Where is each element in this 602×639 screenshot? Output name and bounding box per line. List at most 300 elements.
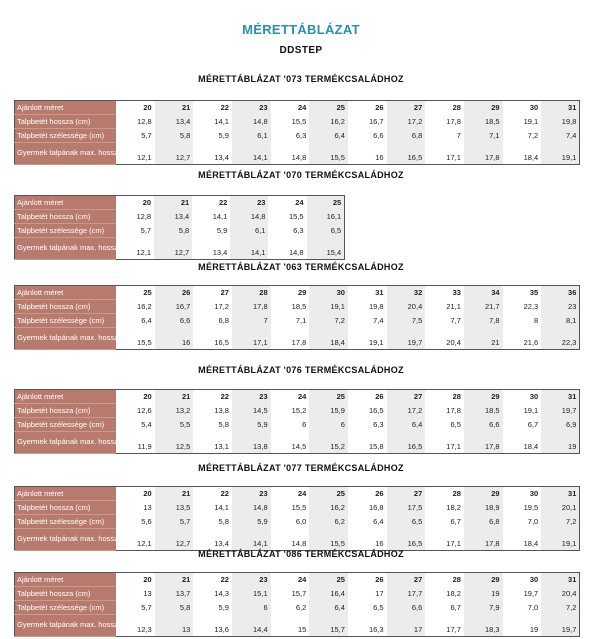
table-cell: 28 [452,392,461,402]
insole-length-row [15,404,580,418]
table-cell: 6,8 [387,129,426,143]
table-cell: 18,4 [523,538,539,548]
table-cell: 26 [375,103,384,113]
max-foot-length-row [15,143,580,165]
table-cell: 6,9 [541,418,580,432]
size-table [14,195,345,260]
table-cell: 7,4 [541,129,580,143]
table-cell: 13,4 [154,210,192,224]
table-cell: 15,7 [291,589,307,598]
table-cell: 18,9 [464,501,503,515]
table-cell: 8 [534,316,539,325]
table-cell: 22,3 [523,302,539,311]
table-cell: 17,2 [387,404,426,418]
table-cell: 5,7 [141,603,152,612]
table-cell: 15,9 [309,404,348,418]
table-cell: 22 [220,575,229,585]
table-cell: 31 [541,487,580,501]
table-cell: 24 [297,575,307,585]
table-cell: 25 [309,101,348,115]
table-cell: 15,5 [137,337,152,347]
table-cell: 21 [155,101,194,115]
row-label: Talpbetét szélessége (cm) [15,314,117,328]
table-cell: 6,5 [387,515,426,529]
table-cell: 28 [232,286,271,300]
size-row [15,101,580,115]
table-cell: 27 [220,288,229,298]
table-cell: 17,1 [446,441,461,451]
table-cell: 7 [456,131,461,140]
row-label: Ajánlott méret [15,390,117,404]
table-cell: 7,2 [527,131,539,140]
table-cell: 26 [375,489,384,499]
row-label: Talpbetét hossza (cm) [15,587,117,601]
table-cell: 23 [232,101,271,115]
table-cell: 12,6 [137,406,152,415]
table-cell: 6,2 [309,515,348,529]
table-cell: 19,7 [541,615,580,637]
table-cell: 7,2 [541,515,580,529]
size-row [15,196,345,210]
table-cell: 18,5 [464,404,503,418]
table-cell: 30 [529,489,539,499]
table-cell: 21,6 [523,337,539,347]
table-cell: 13,4 [212,247,228,257]
table-cell: 7,1 [464,129,503,143]
size-row [15,487,580,501]
row-label: Ajánlott méret [15,101,117,115]
table-cell: 19,7 [523,589,539,598]
table-cell: 14,5 [232,404,271,418]
table-cell: 6,7 [450,517,461,526]
table-cell: 6 [309,418,348,432]
table-cell: 18,2 [446,503,461,512]
table-cell: 6 [302,420,307,429]
table-title: MÉRETTÁBLÁZAT '063 TERMÉKCSALÁDHOZ [198,262,404,272]
table-cell: 7,4 [373,316,384,325]
table-cell: 21,7 [464,300,503,314]
table-cell: 17,1 [232,328,271,350]
table-cell: 5,9 [218,603,229,612]
table-cell: 5,4 [141,420,152,429]
table-cell: 19 [529,624,539,634]
table-cell: 21 [154,196,192,210]
table-cell: 21 [464,328,503,350]
table-cell: 31 [375,288,384,298]
max-foot-length-row [15,238,345,260]
table-cell: 17,2 [214,302,229,311]
table-cell: 25 [309,573,348,587]
row-label: Gyermek talpának max. hossza (cm) [15,238,117,260]
table-cell: 6,4 [309,129,348,143]
table-cell: 19 [464,587,503,601]
table-cell: 6,6 [464,418,503,432]
table-cell: 13,4 [214,152,229,162]
table-cell: 23 [232,390,271,404]
table-cell: 6,4 [309,601,348,615]
row-label: Gyermek talpának max. hossza (cm) [15,143,117,165]
table-cell: 31 [541,390,580,404]
table-cell: 6,5 [307,224,345,238]
table-cell: 23 [230,196,268,210]
table-cell: 30 [529,575,539,585]
insole-width-row [15,601,580,615]
table-cell: 28 [452,489,461,499]
size-row [15,573,580,587]
table-cell: 13 [143,503,152,512]
table-cell: 21 [155,390,194,404]
table-cell: 13,1 [214,441,229,451]
table-cell: 6,1 [230,224,268,238]
table-cell: 18,2 [446,589,461,598]
table-cell: 19,1 [523,117,539,126]
table-cell: 6 [232,601,271,615]
table-cell: 13,2 [155,404,194,418]
insole-length-row [15,587,580,601]
table-cell: 7 [232,314,271,328]
table-cell: 17,8 [464,432,503,454]
row-label: Ajánlott méret [15,286,117,300]
row-label: Talpbetét hossza (cm) [15,404,117,418]
table-cell: 17,7 [387,587,426,601]
page-title: MÉRETTÁBLÁZAT [242,22,360,37]
table-cell: 7,1 [295,316,307,325]
table-cell: 15,2 [291,406,307,415]
row-label: Gyermek talpának max. hossza (cm) [15,615,117,637]
table-cell: 30 [529,103,539,113]
table-cell: 14,8 [288,247,304,257]
table-cell: 6,3 [295,131,307,140]
max-foot-length-row [15,328,580,350]
max-foot-length-row [15,432,580,454]
table-cell: 15,5 [309,143,348,165]
table-cell: 20,1 [541,501,580,515]
table-cell: 20,4 [446,337,461,347]
table-cell: 17,5 [387,501,426,515]
table-cell: 6,4 [373,517,384,526]
insole-length-row [15,501,580,515]
table-cell: 18,4 [523,441,539,451]
size-table [14,285,580,350]
table-cell: 15,5 [309,529,348,551]
insole-width-row [15,224,345,238]
table-cell: 26 [375,392,384,402]
table-cell: 14,8 [232,115,271,129]
row-label: Gyermek talpának max. hossza (cm) [15,529,117,551]
row-label: Gyermek talpának max. hossza (cm) [15,432,117,454]
table-cell: 25 [307,196,345,210]
table-cell: 16,5 [387,432,426,454]
table-cell: 16 [375,152,384,162]
table-cell: 20 [143,489,152,499]
table-cell: 29 [464,390,503,404]
table-cell: 7,0 [527,603,539,612]
table-cell: 22 [218,198,228,208]
row-label: Talpbetét szélessége (cm) [15,224,117,238]
table-cell: 20,4 [541,587,580,601]
table-title: MÉRETTÁBLÁZAT '070 TERMÉKCSALÁDHOZ [198,170,404,180]
insole-width-row [15,515,580,529]
insole-length-row [15,300,580,314]
table-cell: 16 [375,538,384,548]
table-cell: 6,6 [387,601,426,615]
table-title: MÉRETTÁBLÁZAT '077 TERMÉKCSALÁDHOZ [198,463,404,473]
brand-name: DDSTEP [279,45,323,56]
table-cell: 17,8 [464,143,503,165]
table-cell: 17 [387,615,426,637]
table-cell: 25 [143,288,152,298]
table-cell: 16,2 [137,302,152,311]
table-cell: 23 [232,487,271,501]
table-cell: 17,1 [446,538,461,548]
table-cell: 26 [375,575,384,585]
table-cell: 5,9 [218,131,229,140]
row-label: Ajánlott méret [15,487,117,501]
table-cell: 14,1 [232,529,271,551]
table-cell: 20,4 [387,300,426,314]
table-cell: 25 [309,487,348,501]
table-cell: 14,8 [230,210,268,224]
table-title: MÉRETTÁBLÁZAT '073 TERMÉKCSALÁDHOZ [198,74,404,84]
table-cell: 15,5 [288,212,304,221]
table-cell: 23 [232,573,271,587]
table-cell: 5,8 [155,129,194,143]
table-cell: 7,8 [464,314,503,328]
table-cell: 6,0 [295,517,307,526]
table-cell: 12,1 [137,152,152,162]
table-cell: 22 [220,103,229,113]
table-cell: 16,5 [387,529,426,551]
table-cell: 22 [220,392,229,402]
table-cell: 27 [387,487,426,501]
table-cell: 13,6 [214,624,229,634]
insole-length-row [15,210,345,224]
table-cell: 18,5 [291,302,307,311]
table-cell: 19,1 [309,300,348,314]
table-cell: 20 [143,392,152,402]
table-cell: 15,8 [368,441,384,451]
size-table [14,389,580,454]
table-cell: 16,7 [368,117,384,126]
table-cell: 16,2 [309,115,348,129]
table-cell: 13,4 [155,115,194,129]
table-cell: 20 [142,198,152,208]
row-label: Talpbetét hossza (cm) [15,300,117,314]
table-cell: 6,4 [387,418,426,432]
table-cell: 29 [297,288,307,298]
table-cell: 24 [297,103,307,113]
table-cell: 14,8 [232,501,271,515]
table-cell: 11,9 [137,441,152,451]
table-cell: 13 [155,615,194,637]
table-cell: 13,8 [214,406,229,415]
row-label: Gyermek talpának max. hossza (cm) [15,328,117,350]
table-cell: 6,3 [293,226,304,235]
table-cell: 5,6 [141,517,152,526]
table-cell: 5,9 [216,226,228,235]
table-cell: 14,1 [232,143,271,165]
table-cell: 6,5 [373,603,384,612]
table-cell: 19,1 [368,337,384,347]
table-cell: 34 [464,286,503,300]
table-cell: 12,1 [137,538,152,548]
insole-width-row [15,129,580,143]
table-cell: 20 [143,575,152,585]
table-cell: 17,8 [446,117,461,126]
size-table [14,486,580,551]
table-cell: 22 [220,489,229,499]
table-cell: 16 [155,328,194,350]
table-cell: 13,5 [155,501,194,515]
row-label: Ajánlott méret [15,573,117,587]
table-cell: 19,8 [368,302,384,311]
table-cell: 17,8 [291,337,307,347]
table-cell: 25 [309,390,348,404]
row-label: Talpbetét szélessége (cm) [15,418,117,432]
table-cell: 16,2 [309,501,348,515]
table-cell: 28 [452,103,461,113]
table-cell: 14,1 [214,503,229,512]
table-cell: 14,8 [291,538,307,548]
insole-width-row [15,314,580,328]
table-cell: 18,3 [464,615,503,637]
table-cell: 16,1 [307,210,345,224]
table-cell: 6,7 [450,603,461,612]
size-table [14,572,580,637]
row-label: Talpbetét hossza (cm) [15,210,117,224]
table-cell: 24 [297,489,307,499]
table-cell: 19,5 [523,503,539,512]
row-label: Talpbetét hossza (cm) [15,115,117,129]
table-cell: 7,0 [527,517,539,526]
table-cell: 27 [387,573,426,587]
table-cell: 24 [297,392,307,402]
table-cell: 5,8 [155,601,194,615]
table-cell: 12,7 [154,238,192,260]
table-cell: 33 [452,288,461,298]
table-cell: 31 [541,573,580,587]
table-cell: 22,3 [541,328,580,350]
table-cell: 19 [541,432,580,454]
table-cell: 21 [155,573,194,587]
table-cell: 14,5 [291,441,307,451]
table-cell: 14,1 [212,212,228,221]
table-cell: 13,7 [155,587,194,601]
table-cell: 29 [464,487,503,501]
table-cell: 17 [375,589,384,598]
size-row [15,286,580,300]
size-table [14,100,580,165]
row-label: Ajánlott méret [15,196,117,210]
size-row [15,390,580,404]
table-cell: 20 [143,103,152,113]
table-cell: 13,8 [232,432,271,454]
table-cell: 15,7 [309,615,348,637]
table-cell: 6,5 [450,420,461,429]
table-cell: 18,4 [309,328,348,350]
table-cell: 15,1 [232,587,271,601]
table-cell: 21,1 [446,302,461,311]
table-cell: 16,5 [368,406,384,415]
table-cell: 8,1 [541,314,580,328]
row-label: Talpbetét szélessége (cm) [15,601,117,615]
table-cell: 15,2 [309,432,348,454]
table-cell: 26 [155,286,194,300]
table-title: MÉRETTÁBLÁZAT '076 TERMÉKCSALÁDHOZ [198,365,404,375]
table-cell: 6,3 [373,420,384,429]
table-cell: 30 [529,392,539,402]
table-cell: 16,5 [214,337,229,347]
table-cell: 6,6 [373,131,384,140]
table-cell: 14,1 [214,117,229,126]
table-cell: 18,5 [464,115,503,129]
table-cell: 5,7 [141,131,152,140]
table-cell: 28 [452,575,461,585]
table-cell: 14,8 [291,152,307,162]
table-cell: 12,8 [137,117,152,126]
table-cell: 29 [464,101,503,115]
table-cell: 19,1 [523,406,539,415]
table-cell: 19,7 [387,328,426,350]
table-cell: 36 [541,286,580,300]
table-cell: 6,8 [464,515,503,529]
insole-width-row [15,418,580,432]
table-cell: 19,8 [541,115,580,129]
table-cell: 17,2 [387,115,426,129]
table-cell: 5,8 [218,517,229,526]
table-cell: 7,2 [541,601,580,615]
table-cell: 16,8 [368,503,384,512]
max-foot-length-row [15,529,580,551]
table-cell: 5,7 [155,515,194,529]
table-cell: 6,2 [295,603,307,612]
table-cell: 5,7 [140,226,152,235]
table-cell: 15,5 [291,117,307,126]
table-cell: 5,5 [155,418,194,432]
table-cell: 5,9 [232,418,271,432]
table-cell: 12,1 [136,247,152,257]
table-cell: 13 [143,589,152,598]
table-cell: 18,4 [523,152,539,162]
table-cell: 6,1 [232,129,271,143]
table-cell: 27 [387,101,426,115]
table-cell: 21 [155,487,194,501]
table-cell: 19,7 [541,404,580,418]
table-cell: 17,8 [232,300,271,314]
table-title: MÉRETTÁBLÁZAT '086 TERMÉKCSALÁDHOZ [198,549,404,559]
table-cell: 7,9 [464,601,503,615]
table-cell: 12,5 [155,432,194,454]
table-cell: 15,5 [291,503,307,512]
table-cell: 7,5 [387,314,426,328]
table-cell: 17,7 [446,624,461,634]
table-cell: 5,8 [154,224,192,238]
row-label: Talpbetét hossza (cm) [15,501,117,515]
table-cell: 23 [541,300,580,314]
table-cell: 35 [529,288,539,298]
table-cell: 6,4 [141,316,152,325]
table-cell: 27 [387,390,426,404]
table-cell: 12,8 [136,212,152,221]
table-cell: 19,1 [541,529,580,551]
max-foot-length-row [15,615,580,637]
row-label: Talpbetét szélessége (cm) [15,129,117,143]
table-cell: 7,7 [450,316,461,325]
table-cell: 13,4 [214,538,229,548]
table-cell: 14,3 [214,589,229,598]
table-cell: 16,4 [309,587,348,601]
table-cell: 5,9 [232,515,271,529]
